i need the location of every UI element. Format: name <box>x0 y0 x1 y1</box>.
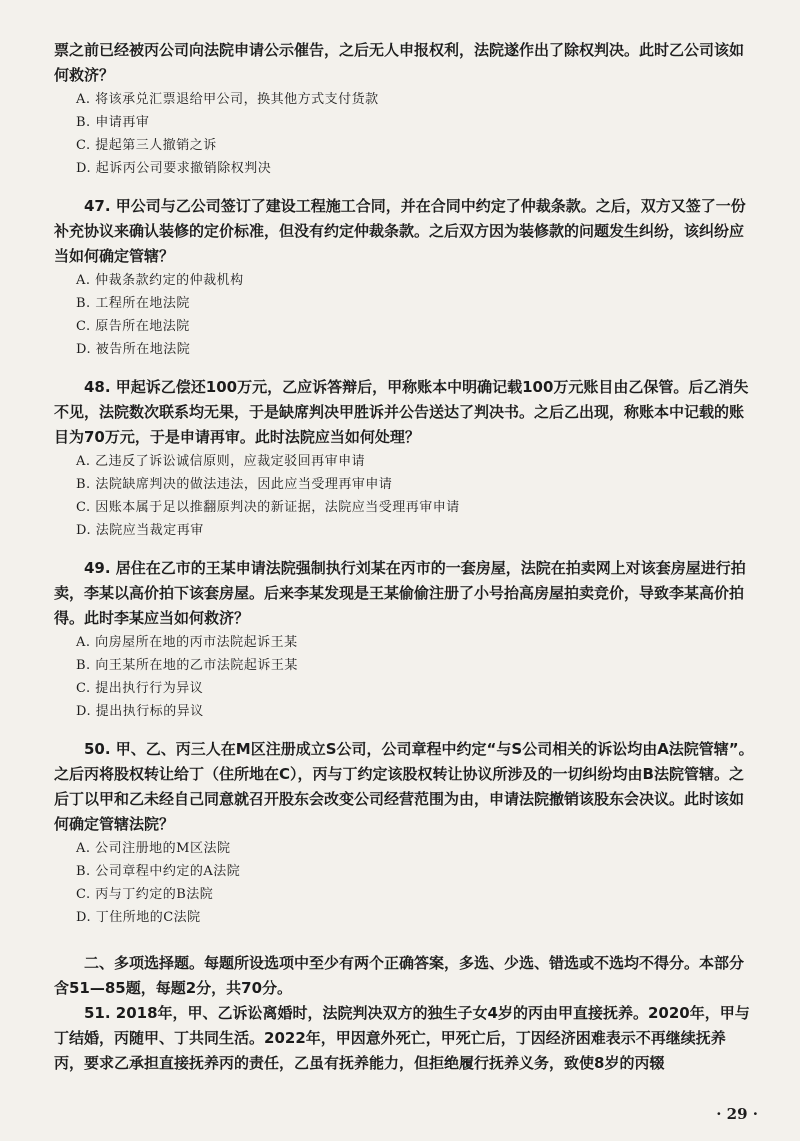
q49-option-b: B. 向王某所在地的乙市法院起诉王某 <box>76 658 298 673</box>
q48-stem: 48. 甲起诉乙偿还100万元，乙应诉答辩后，甲称账本中明确记载100万元账目由乙保管。后乙消失不见，法院数次联系均无果，于是缺席判决甲胜诉并公告送达了判决书。之后乙出现，称账本中记载的账目为70万元，于是申请再审。此时法院应当如何处理？ <box>54 378 749 446</box>
q49-option-d: D. 提出执行标的异议 <box>76 704 204 719</box>
spacer <box>54 180 754 194</box>
q50-option-a: A. 公司注册地的M区法院 <box>76 841 231 856</box>
page-content <box>54 38 754 1076</box>
q50-option-d: D. 丁住所地的C法院 <box>76 910 201 925</box>
q50-option-b: B. 公司章程中约定的A法院 <box>76 864 241 879</box>
q46-option-d: D. 起诉丙公司要求撤销除权判决 <box>76 161 272 176</box>
q48-option-d: D. 法院应当裁定再审 <box>76 523 204 538</box>
page-number: · 29 · <box>716 1105 758 1123</box>
q49-option-c: C. 提出执行行为异议 <box>76 681 204 696</box>
spacer <box>54 542 754 556</box>
q50-option-c: C. 丙与丁约定的B法院 <box>76 887 214 902</box>
q49-option-a: A. 向房屋所在地的丙市法院起诉王某 <box>76 635 298 650</box>
q47-option-c: C. 原告所在地法院 <box>76 319 190 334</box>
q46-option-c: C. 提起第三人撤销之诉 <box>76 138 217 153</box>
spacer <box>54 929 754 951</box>
q48-option-a: A. 乙违反了诉讼诚信原则，应裁定驳回再审申请 <box>76 454 366 469</box>
q46-option-a: A. 将该承兑汇票退给甲公司，换其他方式支付货款 <box>76 92 379 107</box>
q48-option-b: B. 法院缺席判决的做法违法，因此应当受理再审申请 <box>76 477 393 492</box>
q47-option-a: A. 仲裁条款约定的仲裁机构 <box>76 273 244 288</box>
spacer <box>54 723 754 737</box>
q47-option-d: D. 被告所在地法院 <box>76 342 191 357</box>
q47-option-b: B. 工程所在地法院 <box>76 296 190 311</box>
section-header: 二、多项选择题。每题所设选项中至少有两个正确答案，多选、少选、错选或不选均不得分。本部分含51—85题，每题2分，共70分。 <box>54 954 745 997</box>
q46-stem-tail: 票之前已经被丙公司向法院申请公示催告，之后无人申报权利，法院遂作出了除权判决。此时乙公司该如何救济？ <box>54 41 745 84</box>
q46-option-b: B. 申请再审 <box>76 115 150 130</box>
q51-stem: 51. 2018年，甲、乙诉讼离婚时，法院判决双方的独生子女4岁的丙由甲直接抚养。2020年，甲与丁结婚，丙随甲、丁共同生活。2022年，甲因意外死亡，甲死亡后，丁因经济困难表示不再继续抚养丙，要求乙承担直接抚养丙的责任，乙虽有抚养能力，但拒绝履行抚养义务，致使8岁的丙辍 <box>54 1004 750 1072</box>
q47-stem: 47. 甲公司与乙公司签订了建设工程施工合同，并在合同中约定了仲裁条款。之后，双方又签了一份补充协议来确认装修的定价标准，但没有约定仲裁条款。之后双方因为装修款的问题发生纠纷，该纠纷应当如何确定管辖？ <box>54 197 746 265</box>
q48-option-c: C. 因账本属于足以推翻原判决的新证据，法院应当受理再审申请 <box>76 500 460 515</box>
q50-stem: 50. 甲、乙、丙三人在M区注册成立S公司，公司章程中约定“与S公司相关的诉讼均由A法院管辖”。之后丙将股权转让给丁（住所地在C），丙与丁约定该股权转让协议所涉及的一切纠纷均由B法院管辖。之后丁以甲和乙未经自己同意就召开股东会改变公司经营范围为由，申请法院撤销该股东会决议。此时该如何确定管辖法院？ <box>54 740 754 833</box>
spacer <box>54 361 754 375</box>
q49-stem: 49. 居住在乙市的王某申请法院强制执行刘某在丙市的一套房屋，法院在拍卖网上对该套房屋进行拍卖，李某以高价拍下该套房屋。后来李某发现是王某偷偷注册了小号抬高房屋拍卖竞价，导致李某高价拍得。此时李某应当如何救济？ <box>54 559 746 627</box>
